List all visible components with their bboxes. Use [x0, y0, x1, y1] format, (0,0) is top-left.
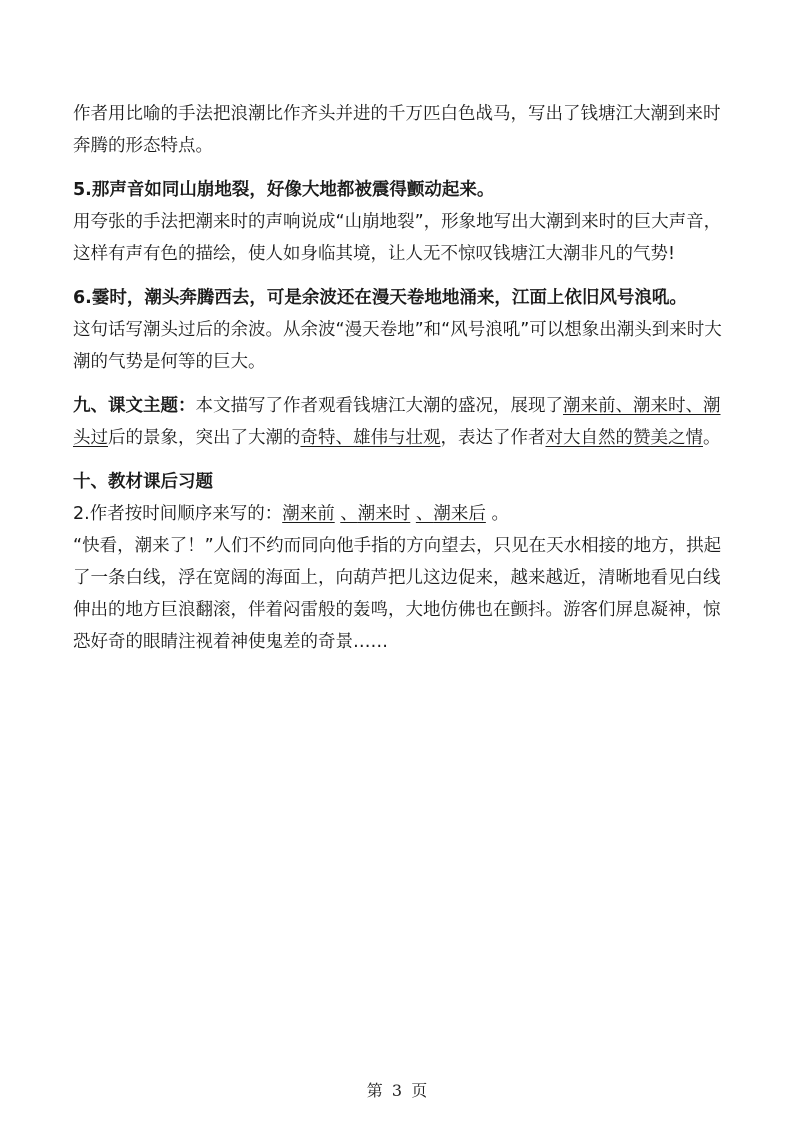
page-number: 3 [391, 1081, 403, 1100]
theme-underline-1: 潮来前、潮来时、潮头过 [73, 396, 721, 448]
exercise-2-prefix: 2.作者按时间顺序来写的： [73, 504, 283, 524]
theme-text-2: 后的景象，突出了大潮的 [108, 428, 301, 448]
theme-text-4: 。 [703, 428, 721, 448]
question-5-heading: 5.那声音如同山崩地裂，好像大地都被震得颤动起来。 [73, 180, 495, 200]
document-body [73, 98, 733, 658]
question-5-explanation: 用夸张的手法把潮来时的声响说成“山崩地裂”，形象地写出大潮到来时的巨大声音，这样有声有色的描绘，使人如身临其境，让人无不惊叹钱塘江大潮非凡的气势! [73, 212, 722, 264]
answer-sep-2: 、 [415, 504, 434, 524]
theme-underline-2: 奇特、雄伟与壮观 [300, 428, 441, 448]
theme-label: 九、课文主题： [73, 396, 196, 416]
answer-end: 。 [491, 504, 509, 524]
answer-2: 潮来时 [357, 504, 411, 524]
theme-underline-3: 对大自然的赞美之情 [545, 428, 703, 448]
exercises-heading: 十、教材课后习题 [73, 472, 213, 492]
question-6-explanation: 这句话写潮头过后的余波。从余波“漫天卷地”和“风号浪吼”可以想象出潮头到来时大潮的气势是何等的巨大。 [73, 320, 722, 372]
paragraph-metaphor: 作者用比喻的手法把浪潮比作齐头并进的千万匹白色战马，写出了钱塘江大潮到来时奔腾的形态特点。 [73, 104, 721, 156]
theme-text-3: ，表达了作者 [440, 428, 546, 448]
question-6-heading: 6.霎时，潮头奔腾西去，可是余波还在漫天卷地地涌来，江面上依旧风号浪吼。 [73, 288, 687, 308]
theme-section [73, 390, 733, 454]
answer-1: 潮来前 [282, 504, 335, 524]
exercise-passage: “快看，潮来了！”人们不约而同向他手指的方向望去，只见在天水相接的地方，拱起了一条白线，浮在宽阔的海面上，向葫芦把儿这边促来，越来越近，清晰地看见白线伸出的地方巨浪翻滚，伴着闷雷般的轰鸣，大地仿佛也在颤抖。游客们屏息凝神，惊恐好奇的眼睛注视着神使鬼差的奇景…… [73, 536, 722, 652]
answer-3: 潮来后 [433, 504, 486, 524]
theme-text-1: 本文描写了作者观看钱塘江大潮的盛况，展现了 [195, 396, 563, 416]
exercise-2 [73, 498, 733, 530]
page-footer [0, 1078, 794, 1101]
answer-sep-1: 、 [340, 504, 358, 524]
footer-suffix: 页 [411, 1081, 428, 1100]
footer-prefix: 第 [366, 1081, 383, 1100]
